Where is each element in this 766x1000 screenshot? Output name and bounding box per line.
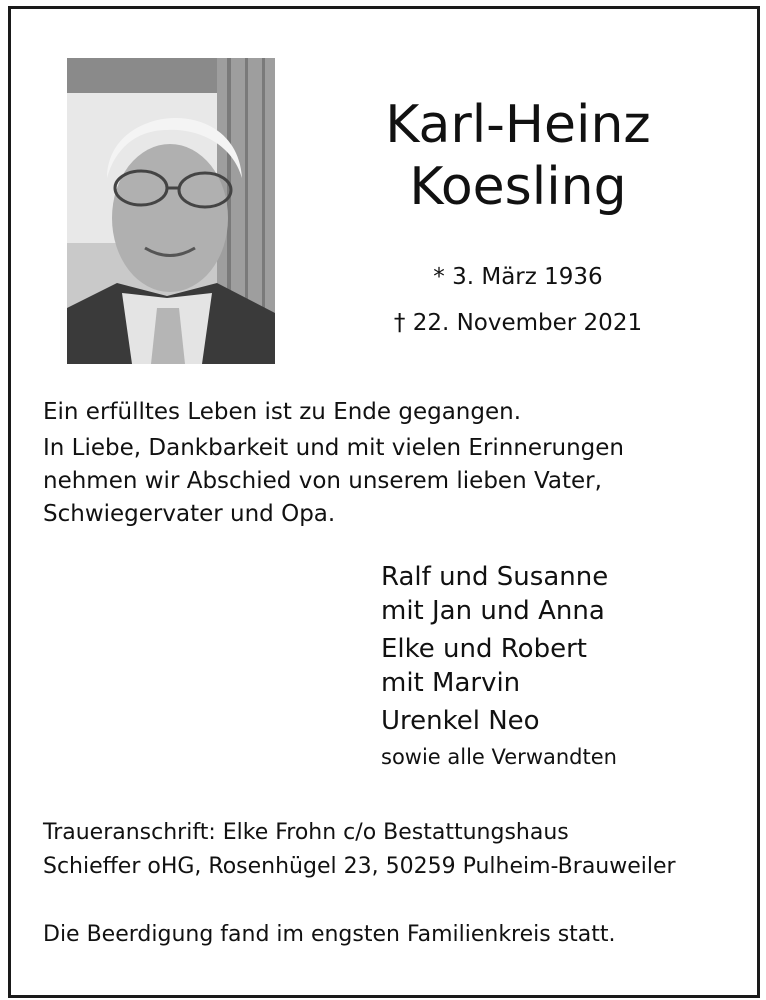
mourner-line: Ralf und Susanne xyxy=(381,562,609,592)
mourners-list xyxy=(381,560,741,772)
mourner-group-1 xyxy=(381,560,741,628)
text-line-2: In Liebe, Dankbarkeit und mit vielen Erinnerungen xyxy=(43,435,625,461)
funeral-note: Die Beerdigung fand im engsten Familienkreis statt. xyxy=(43,922,616,947)
mourner-group-3: Urenkel Neo xyxy=(381,706,540,736)
address-line-1: Traueranschrift: Elke Frohn c/o Bestattungshaus xyxy=(43,820,569,845)
life-dates xyxy=(300,254,736,346)
mourner-line: mit Marvin xyxy=(381,668,521,698)
text-line-1: Ein erfülltes Leben ist zu Ende gegangen. xyxy=(43,399,522,425)
portrait-image xyxy=(67,58,275,364)
portrait-photo xyxy=(67,58,275,364)
farewell-text xyxy=(43,396,733,531)
death-date: † 22. November 2021 xyxy=(393,310,643,336)
mourner-group-2 xyxy=(381,632,741,700)
first-name: Karl-Heinz xyxy=(385,95,651,155)
last-name: Koesling xyxy=(409,157,627,217)
relatives-line: sowie alle Verwandten xyxy=(381,745,617,769)
mourning-address xyxy=(43,816,743,884)
birth-date: * 3. März 1936 xyxy=(433,264,603,290)
text-line-3: nehmen wir Abschied von unserem lieben Vater, xyxy=(43,468,602,494)
mourner-line: Elke und Robert xyxy=(381,634,587,664)
text-line-4: Schwiegervater und Opa. xyxy=(43,501,336,527)
mourner-line: mit Jan und Anna xyxy=(381,596,605,626)
deceased-name xyxy=(300,94,736,218)
address-line-2: Schieffer oHG, Rosenhügel 23, 50259 Pulheim-Brauweiler xyxy=(43,854,676,879)
